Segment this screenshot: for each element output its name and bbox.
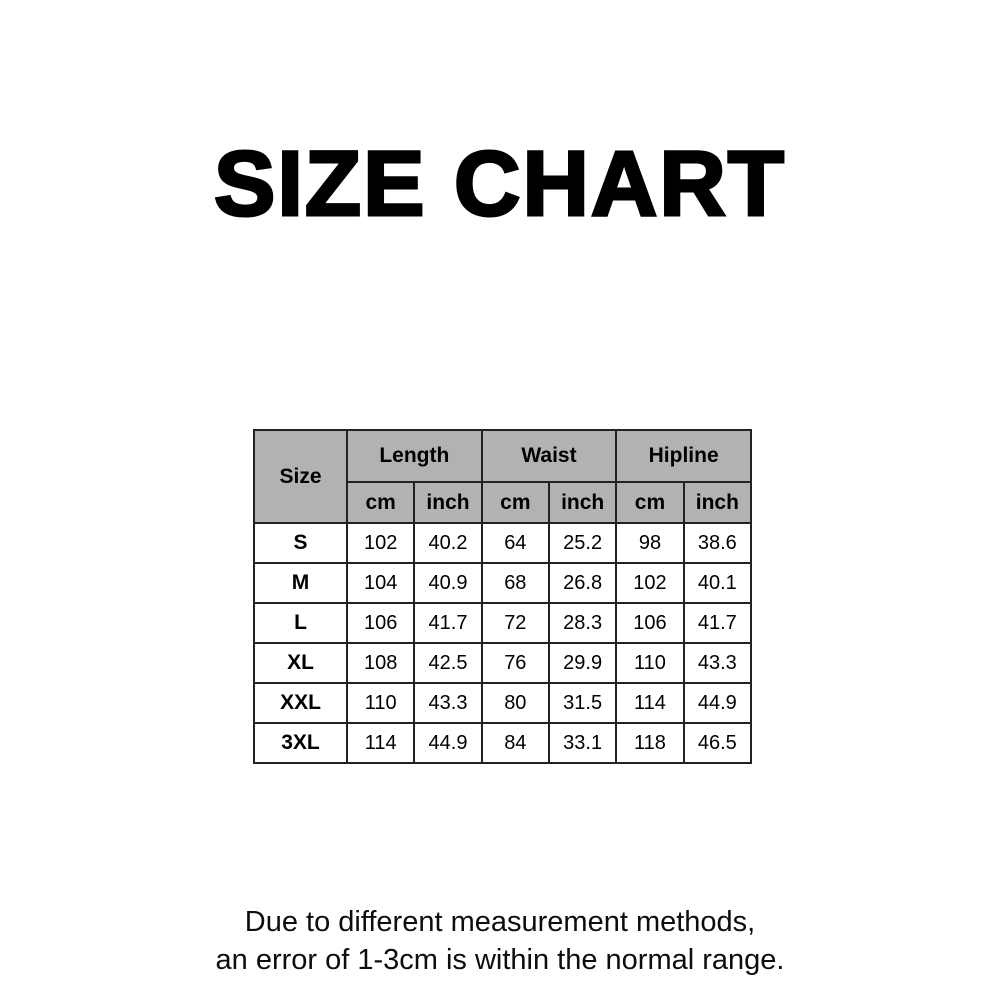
size-chart-table [253, 429, 752, 764]
table-row-m [254, 563, 751, 603]
value-cell: 43.3 [684, 643, 751, 683]
header-group-length: Length [347, 430, 482, 482]
value-cell: 43.3 [414, 683, 481, 723]
value-cell: 104 [347, 563, 414, 603]
value-cell: 106 [347, 603, 414, 643]
value-cell: 38.6 [684, 523, 751, 563]
value-cell: 108 [347, 643, 414, 683]
value-cell: 110 [347, 683, 414, 723]
value-cell: 72 [482, 603, 549, 643]
value-cell: 28.3 [549, 603, 616, 643]
value-cell: 102 [616, 563, 683, 603]
unit-waist-cm: cm [482, 482, 549, 523]
size-cell: XXL [254, 683, 347, 723]
value-cell: 98 [616, 523, 683, 563]
size-cell: S [254, 523, 347, 563]
value-cell: 29.9 [549, 643, 616, 683]
unit-length-inch: inch [414, 482, 481, 523]
value-cell: 26.8 [549, 563, 616, 603]
value-cell: 44.9 [414, 723, 481, 763]
header-group-waist: Waist [482, 430, 617, 482]
value-cell: 41.7 [414, 603, 481, 643]
value-cell: 41.7 [684, 603, 751, 643]
measurement-note-line2: an error of 1-3cm is within the normal range. [215, 944, 785, 976]
header-group-row [254, 430, 751, 482]
measurement-note [0, 903, 1000, 979]
size-cell: L [254, 603, 347, 643]
value-cell: 33.1 [549, 723, 616, 763]
unit-hipline-cm: cm [616, 482, 683, 523]
header-size: Size [254, 430, 347, 523]
table-row-3xl [254, 723, 751, 763]
value-cell: 114 [616, 683, 683, 723]
unit-length-cm: cm [347, 482, 414, 523]
size-cell: M [254, 563, 347, 603]
value-cell: 31.5 [549, 683, 616, 723]
unit-hipline-inch: inch [684, 482, 751, 523]
value-cell: 68 [482, 563, 549, 603]
table-row-xxl [254, 683, 751, 723]
value-cell: 102 [347, 523, 414, 563]
page-title: SIZE CHART [214, 133, 786, 235]
value-cell: 64 [482, 523, 549, 563]
value-cell: 84 [482, 723, 549, 763]
value-cell: 106 [616, 603, 683, 643]
value-cell: 110 [616, 643, 683, 683]
value-cell: 80 [482, 683, 549, 723]
table-row-s [254, 523, 751, 563]
size-cell: 3XL [254, 723, 347, 763]
size-cell: XL [254, 643, 347, 683]
value-cell: 114 [347, 723, 414, 763]
value-cell: 44.9 [684, 683, 751, 723]
measurement-note-line1: Due to different measurement methods, [244, 906, 756, 938]
value-cell: 40.2 [414, 523, 481, 563]
value-cell: 40.9 [414, 563, 481, 603]
table-row-xl [254, 643, 751, 683]
value-cell: 76 [482, 643, 549, 683]
header-group-hipline: Hipline [616, 430, 751, 482]
value-cell: 46.5 [684, 723, 751, 763]
value-cell: 25.2 [549, 523, 616, 563]
value-cell: 118 [616, 723, 683, 763]
table-row-l [254, 603, 751, 643]
unit-waist-inch: inch [549, 482, 616, 523]
value-cell: 42.5 [414, 643, 481, 683]
value-cell: 40.1 [684, 563, 751, 603]
